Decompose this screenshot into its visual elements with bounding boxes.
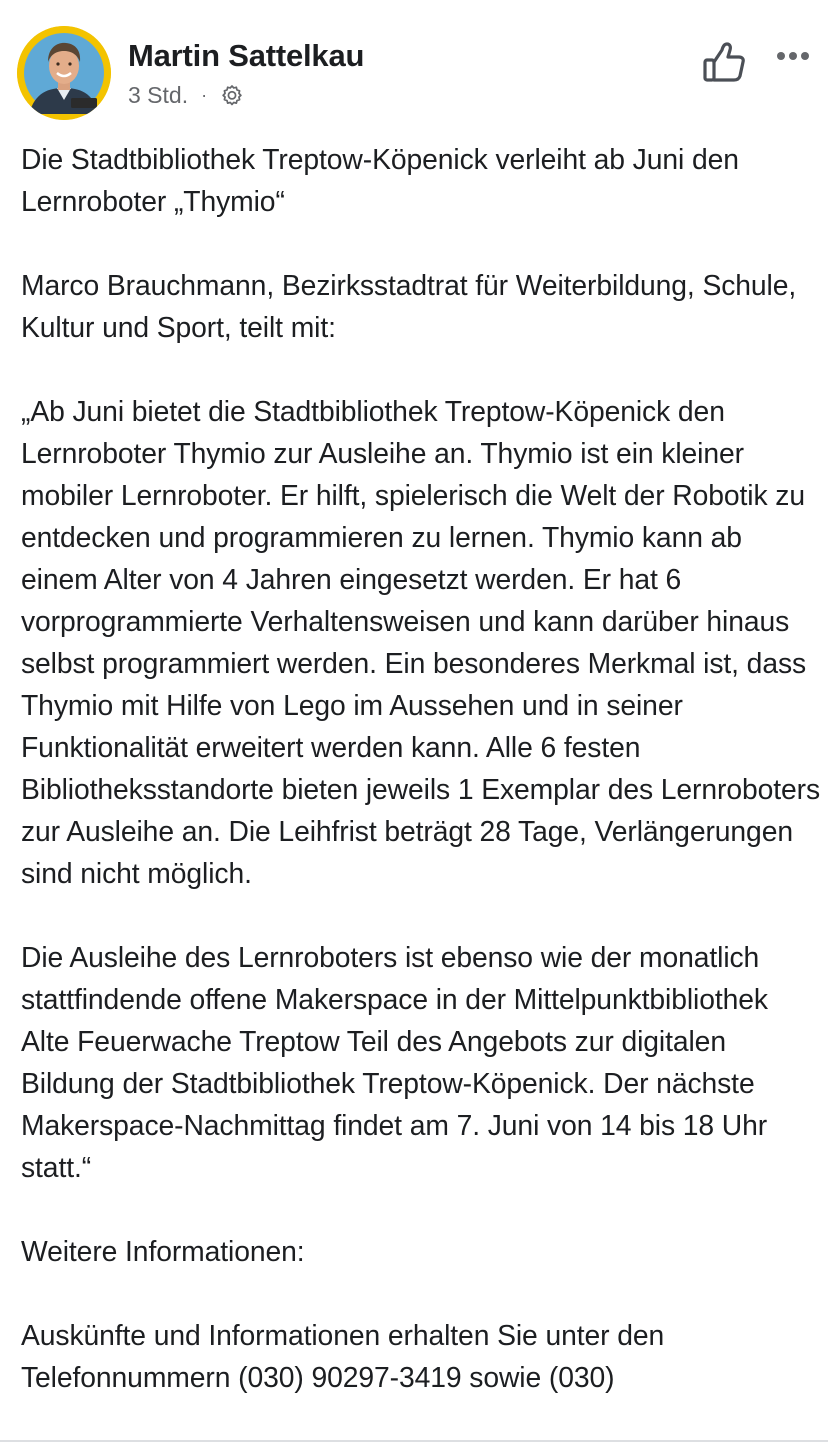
post-paragraph-quote: „Ab Juni bietet die Stadtbibliothek Treptow-Köpenick den Lernroboter Thymio zur Ausleihe an. Thymio ist ein kleiner mobiler Lernroboter. Er hilft, spielerisch die Welt der Robotik zu entdecken und programmieren zu lernen. Thymio kann ab einem Alter von 4 Jahren eingesetzt werden. Er hat 6 vorprogrammierte Verhaltensweisen und kann darüber hinaus selbst programmiert werden. Ein besonderes Merkmal ist, dass Thymio mit Hilfe von Lego im Aussehen und in seiner Funktionalität erweitert werden kann. Alle 6 festen Bibliotheksstandorte bieten jeweils 1 Exemplar des Lernroboters zur Ausleihe an. Die Leihfrist beträgt 28 Tage, Verlängerungen sind nicht möglich. [21, 395, 821, 889]
author-avatar[interactable] [17, 26, 111, 120]
post-timestamp[interactable]: 3 Std. [128, 81, 189, 108]
post-paragraph-more-info: Weitere Informationen: [21, 1235, 305, 1267]
post-paragraph-contact: Auskünfte und Informationen erhalten Sie unter den Telefonnummern (030) 90297-3419 sowie (030) [21, 1319, 665, 1393]
more-options-button[interactable] [773, 44, 813, 68]
gear-icon [219, 82, 245, 108]
more-horizontal-icon [773, 44, 813, 68]
thumbs-up-outline-icon [699, 40, 747, 84]
post-paragraph-intro: Marco Brauchmann, Bezirksstadtrat für Weiterbildung, Schule, Kultur und Sport, teilt mit: [21, 269, 797, 343]
post-meta [128, 80, 245, 110]
post-paragraph-title: Die Stadtbibliothek Treptow-Köpenick verleiht ab Juni den Lernroboter „Thymio“ [21, 143, 739, 217]
post-paragraph-makerspace: Die Ausleihe des Lernroboters ist ebenso wie der monatlich stattfindende offene Makerspace in der Mittelpunktbibliothek Alte Feuerwache Treptow Teil des Angebots zur digitalen Bildung der Stadtbibliothek Treptow-Köpenick. Der nächste Makerspace-Nachmittag findet am 7. Juni von 14 bis 18 Uhr statt.“ [21, 941, 768, 1183]
post-text [21, 138, 821, 1398]
post-header [0, 0, 828, 130]
author-name[interactable]: Martin Sattelkau [128, 38, 365, 73]
meta-separator: · [201, 84, 208, 105]
like-button[interactable] [699, 40, 747, 84]
avatar-photo [17, 26, 111, 120]
